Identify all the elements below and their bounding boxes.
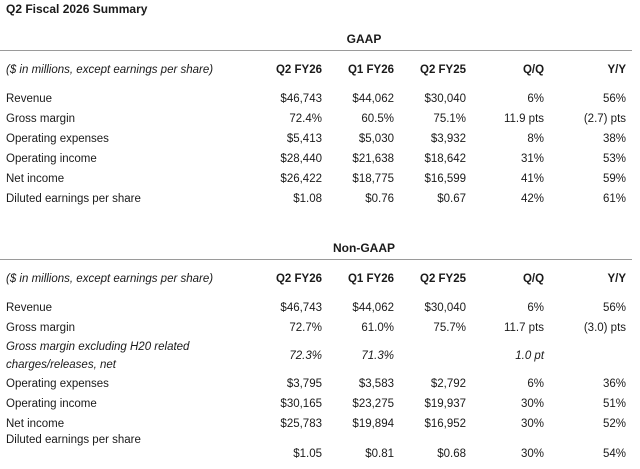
- cell-value: $30,040: [424, 93, 467, 105]
- table-row: [0, 394, 632, 414]
- cell-value: $19,894: [352, 418, 394, 430]
- cell-value: $2,792: [430, 378, 467, 390]
- row-label: Operating expenses: [6, 378, 109, 390]
- row-label: Operating income: [6, 398, 97, 410]
- row-label: Diluted earnings per share: [6, 193, 141, 205]
- cell-value: $30,165: [280, 398, 322, 410]
- row-label: Revenue: [6, 302, 53, 314]
- cell-value: 41%: [521, 173, 545, 185]
- section-label: Non-GAAP: [256, 239, 472, 260]
- cell-value: 56%: [603, 93, 627, 105]
- row-label: Gross margin excluding H20 related charges/releases, net: [6, 341, 190, 371]
- cell-value: $19,937: [424, 398, 467, 410]
- table-row: [0, 374, 632, 394]
- table-row: [0, 149, 632, 169]
- cell-value: 6%: [527, 93, 545, 105]
- column-header: Y/Y: [607, 64, 627, 76]
- column-header: Q/Q: [522, 273, 545, 285]
- cell-value: $18,775: [352, 173, 394, 185]
- cell-value: $30,040: [424, 302, 467, 314]
- cell-value: $18,642: [424, 153, 467, 165]
- cell-value: $3,932: [430, 133, 467, 145]
- cell-value: 52%: [603, 418, 627, 430]
- column-header: Q1 FY26: [347, 64, 394, 76]
- cell-value: [400, 338, 472, 374]
- cell-value: 36%: [603, 378, 627, 390]
- cell-value: 72.4%: [289, 113, 322, 125]
- cell-value: 72.3%: [289, 350, 322, 362]
- nongaap-table: [0, 239, 632, 460]
- row-label: Operating income: [6, 153, 97, 165]
- column-header-row: [0, 260, 632, 299]
- table-row: [0, 189, 632, 209]
- cell-value: $44,062: [352, 302, 394, 314]
- cell-value: $1.08: [293, 193, 322, 205]
- column-header: Q2 FY26: [275, 64, 322, 76]
- cell-value: $0.68: [437, 448, 467, 460]
- column-header: Q2 FY25: [420, 64, 467, 76]
- cell-value: 11.7 pts: [503, 322, 545, 334]
- cell-value: $16,952: [424, 418, 467, 430]
- cell-value: $0.67: [437, 193, 467, 205]
- cell-value: 56%: [603, 302, 627, 314]
- row-label: Diluted earnings per share: [6, 434, 141, 446]
- cell-value: 6%: [527, 378, 545, 390]
- cell-value: 30%: [521, 418, 545, 430]
- column-header: Q/Q: [522, 64, 545, 76]
- cell-value: (3.0) pts: [583, 322, 627, 334]
- cell-value: 71.3%: [361, 350, 394, 362]
- cell-value: 61.0%: [361, 322, 394, 334]
- cell-value: $5,413: [286, 133, 322, 145]
- cell-value: 75.7%: [433, 322, 467, 334]
- cell-value: $46,743: [280, 93, 322, 105]
- column-header: Q2 FY25: [420, 273, 467, 285]
- cell-value: $28,440: [280, 153, 322, 165]
- cell-value: 30%: [521, 448, 545, 460]
- cell-value: 42%: [521, 193, 545, 205]
- row-label: Gross margin: [6, 113, 76, 125]
- table-row: [0, 318, 632, 338]
- table-row: [0, 414, 632, 434]
- table-row: [0, 434, 632, 460]
- table-row: [0, 338, 632, 374]
- cell-value: $1.05: [293, 448, 322, 460]
- cell-value: [550, 338, 632, 374]
- cell-value: $21,638: [352, 153, 394, 165]
- cell-value: 75.1%: [433, 113, 467, 125]
- row-label: Net income: [6, 418, 65, 430]
- column-header: Q2 FY26: [275, 273, 322, 285]
- cell-value: $16,599: [424, 173, 467, 185]
- section-header-row: [0, 239, 632, 260]
- cell-value: 59%: [603, 173, 627, 185]
- cell-value: (2.7) pts: [583, 113, 627, 125]
- row-label: Revenue: [6, 93, 53, 105]
- cell-value: 11.9 pts: [503, 113, 545, 125]
- cell-value: 72.7%: [289, 322, 322, 334]
- cell-value: $23,275: [352, 398, 394, 410]
- cell-value: $44,062: [352, 93, 394, 105]
- cell-value: $3,583: [358, 378, 394, 390]
- cell-value: $25,783: [280, 418, 322, 430]
- row-label: Gross margin: [6, 322, 76, 334]
- table-row: [0, 169, 632, 189]
- section-label: GAAP: [256, 30, 472, 51]
- cell-value: $5,030: [358, 133, 394, 145]
- cell-value: 61%: [603, 193, 627, 205]
- table-row: [0, 89, 632, 109]
- row-label: Operating expenses: [6, 133, 109, 145]
- cell-value: 54%: [603, 448, 627, 460]
- cell-value: 8%: [527, 133, 545, 145]
- cell-value: $0.76: [365, 193, 394, 205]
- cell-value: 51%: [603, 398, 627, 410]
- cell-value: 31%: [521, 153, 545, 165]
- gaap-table: [0, 30, 632, 209]
- page-title: Q2 Fiscal 2026 Summary: [6, 2, 148, 16]
- column-header: Y/Y: [607, 273, 627, 285]
- units-note: ($ in millions, except earnings per share): [6, 273, 214, 285]
- cell-value: 53%: [603, 153, 627, 165]
- cell-value: $26,422: [280, 173, 322, 185]
- column-header: Q1 FY26: [347, 273, 394, 285]
- column-header-row: [0, 51, 632, 90]
- cell-value: $46,743: [280, 302, 322, 314]
- section-header-row: [0, 30, 632, 51]
- cell-value: 38%: [603, 133, 627, 145]
- table-row: [0, 129, 632, 149]
- row-label: Net income: [6, 173, 65, 185]
- cell-value: $3,795: [286, 378, 322, 390]
- cell-value: 30%: [521, 398, 545, 410]
- table-row: [0, 109, 632, 129]
- cell-value: $0.81: [365, 448, 394, 460]
- table-row: [0, 298, 632, 318]
- cell-value: 1.0 pt: [515, 350, 545, 362]
- units-note: ($ in millions, except earnings per share): [6, 64, 214, 76]
- cell-value: 60.5%: [361, 113, 394, 125]
- cell-value: 6%: [527, 302, 545, 314]
